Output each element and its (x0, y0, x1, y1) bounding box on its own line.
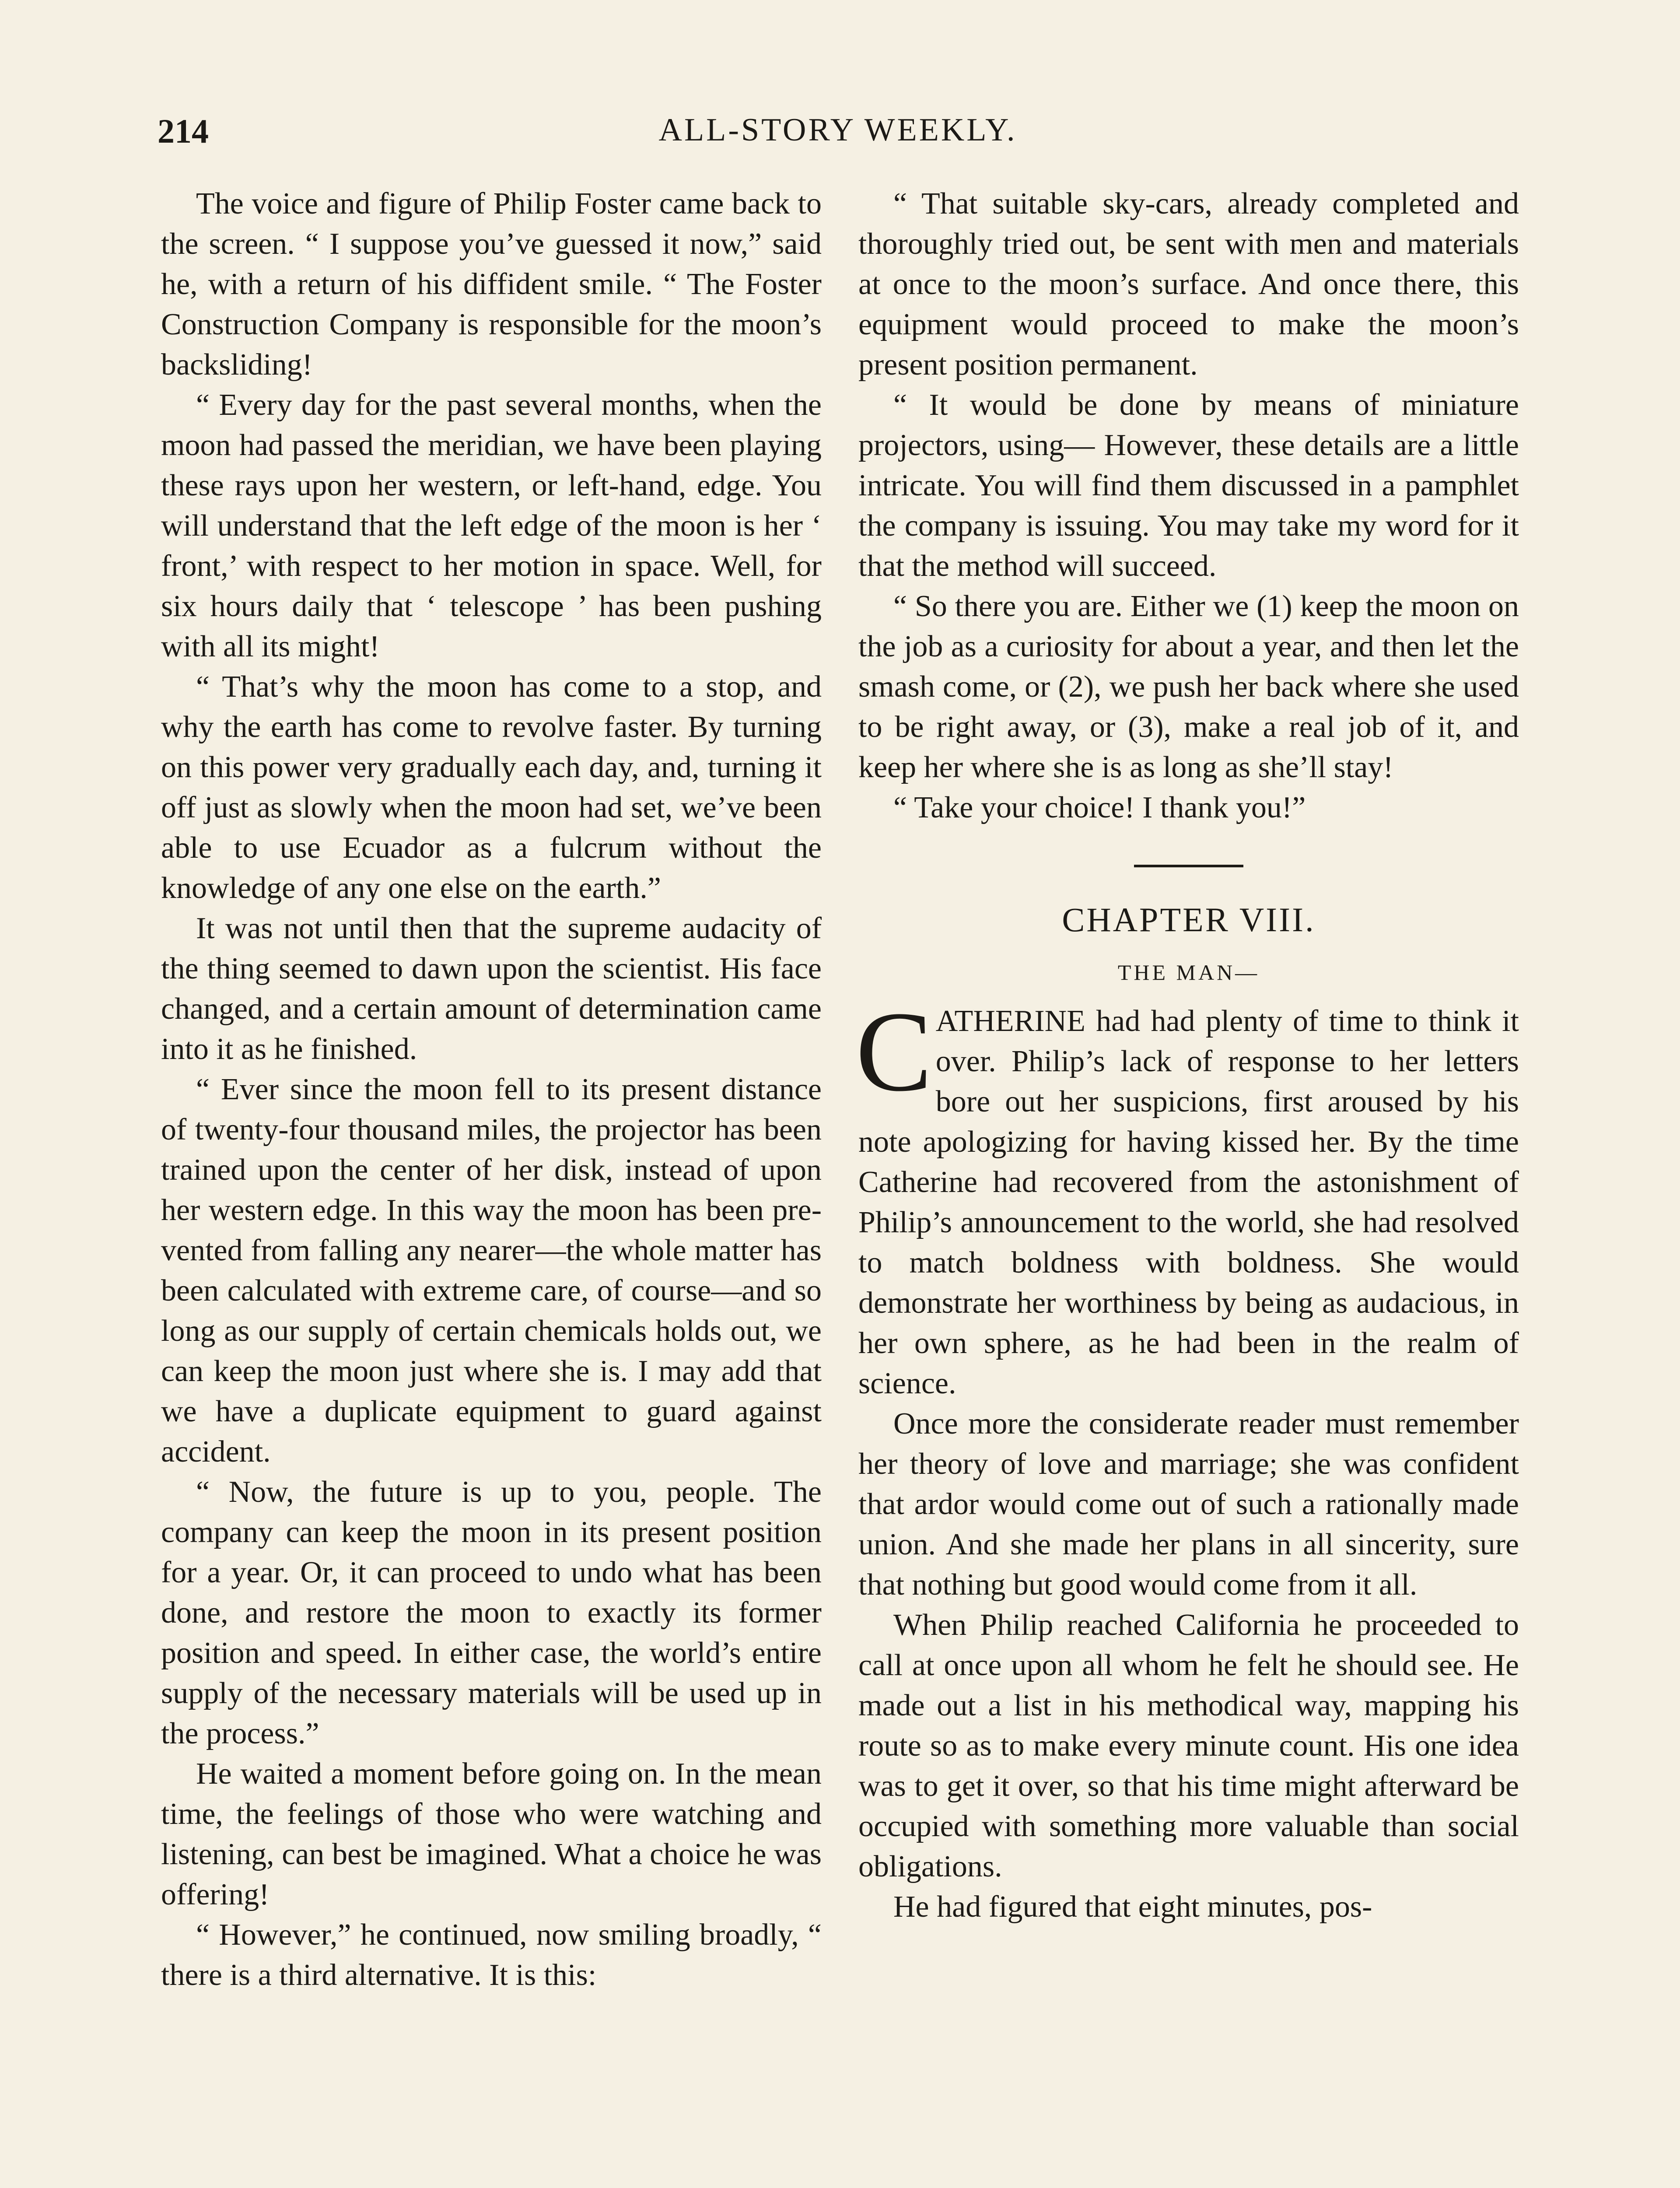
paragraph: “ Now, the future is up to you, people. The company can keep the moon in its present position for a year. Or, it can proceed to undo what has been done, and restore the moon to exactly its former position and speed. In either case, the world’s entire supply of the necessary materials will be used up in the process.” (161, 1475, 822, 1750)
paragraph: “ That suitable sky-cars, already completed and thoroughly tried out, be sent with men and materials at once to the moon’s surface. And once there, this equipment would proceed to make the moon’s present position permanent. (858, 187, 1519, 382)
paragraph: “ That’s why the moon has come to a stop, and why the earth has come to revolve faster. By turning on this power very gradually each day, and, turning it off just as slowly when the moon had set, we’ve been able to use Ecuador as a fulcrum without the knowledge of any one else on the earth.” (161, 670, 822, 905)
paragraph: He waited a moment before going on. In the mean time, the feelings of those who were watching and listening, can best be imagined. What a choice he was offering! (161, 1757, 822, 1911)
paragraph: When Philip reached California he proceeded to call at once upon all whom he felt he should see. He made out a list in his methodical way, mapping his route so as to make every minute count. His one idea was to get it over, so that his time might afterward be occupied with something more valuable than social obligations. (858, 1608, 1519, 1883)
paragraph: Once more the considerate reader must remember her theory of love and marriage; she was confident that ardor would come out of such a rationally made union. And she made her plans in all sincerity, sure that nothing but good would come from it all. (858, 1407, 1519, 1602)
right-column (858, 184, 1519, 1927)
chapter-opening-paragraph (856, 988, 1519, 1404)
paragraph: It was not until then that the supreme audacity of the thing seemed to dawn upon the scientist. His face changed, and a certain amount of determination came into it as he finished. (161, 912, 822, 1066)
paragraph: “ Every day for the past several months, when the moon had passed the meridian, we have been playing these rays upon her western, or left-hand, edge. You will understand that the left edge of the moon is her ‘ front,’ with respect to her motion in space. Well, for six hours daily that ‘ telescope ’ has been pushing with all its might! (161, 388, 822, 663)
paragraph: “ Ever since the moon fell to its present distance of twenty-four thousand miles, the projector has been trained upon the center of her disk, instead of upon her western edge. In this way the moon has been prevented from falling any nearer—the whole matter has been calculated with extreme care, of course—and so long as our supply of certain chemicals holds out, we can keep the moon just where she is. I may add that we have a duplicate equipment to guard against accident. (161, 1073, 822, 1469)
drop-cap: C (856, 988, 932, 1115)
paragraph: He had figured that eight minutes, pos- (893, 1890, 1372, 1924)
page-number: 214 (158, 112, 209, 150)
paragraph: “ So there you are. Either we (1) keep the moon on the job as a curiosity for about a year, and then let the smash come, or (2), we push her back where she used to be right away, or (3), make a real job of it, and keep her where she is as long as she’ll stay! (858, 589, 1519, 784)
running-head (158, 112, 1518, 160)
left-column (161, 184, 822, 1995)
opening-paragraph-text: ATHERINE had had plenty of time to think it over. Philip’s lack of response to her letters bore out her suspicions, first aroused by his note apologizing for having kissed her. By the time Catherine had recovered from the astonishment of Philip’s announcement to the world, she had resolved to match boldness with boldness. She would demonstrate her worthiness by being as audacious, in her own sphere, as he had been in the realm of science. (858, 1004, 1519, 1400)
paragraph: “ Take your choice! I thank you!” (893, 791, 1306, 824)
paragraph: The voice and figure of Philip Foster came back to the screen. “ I suppose you’ve guessed it now,” said he, with a return of his diffident smile. “ The Foster Construction Company is responsible for the moon’s backsliding! (161, 187, 822, 382)
paragraph: “ However,” he continued, now smiling broadly, “ there is a third alternative. It is this: (161, 1918, 822, 1992)
paragraph: “ It would be done by means of miniature projectors, using— However, these details are a little intricate. You will find them discussed in a pamphlet the company is issuing. You may take my word for it that the method will succeed. (858, 388, 1519, 583)
chapter-heading: CHAPTER VIII. (1062, 901, 1316, 939)
section-divider (1134, 865, 1243, 867)
chapter-subtitle: THE MAN— (1117, 960, 1260, 985)
magazine-title: ALL-STORY WEEKLY. (658, 112, 1017, 148)
